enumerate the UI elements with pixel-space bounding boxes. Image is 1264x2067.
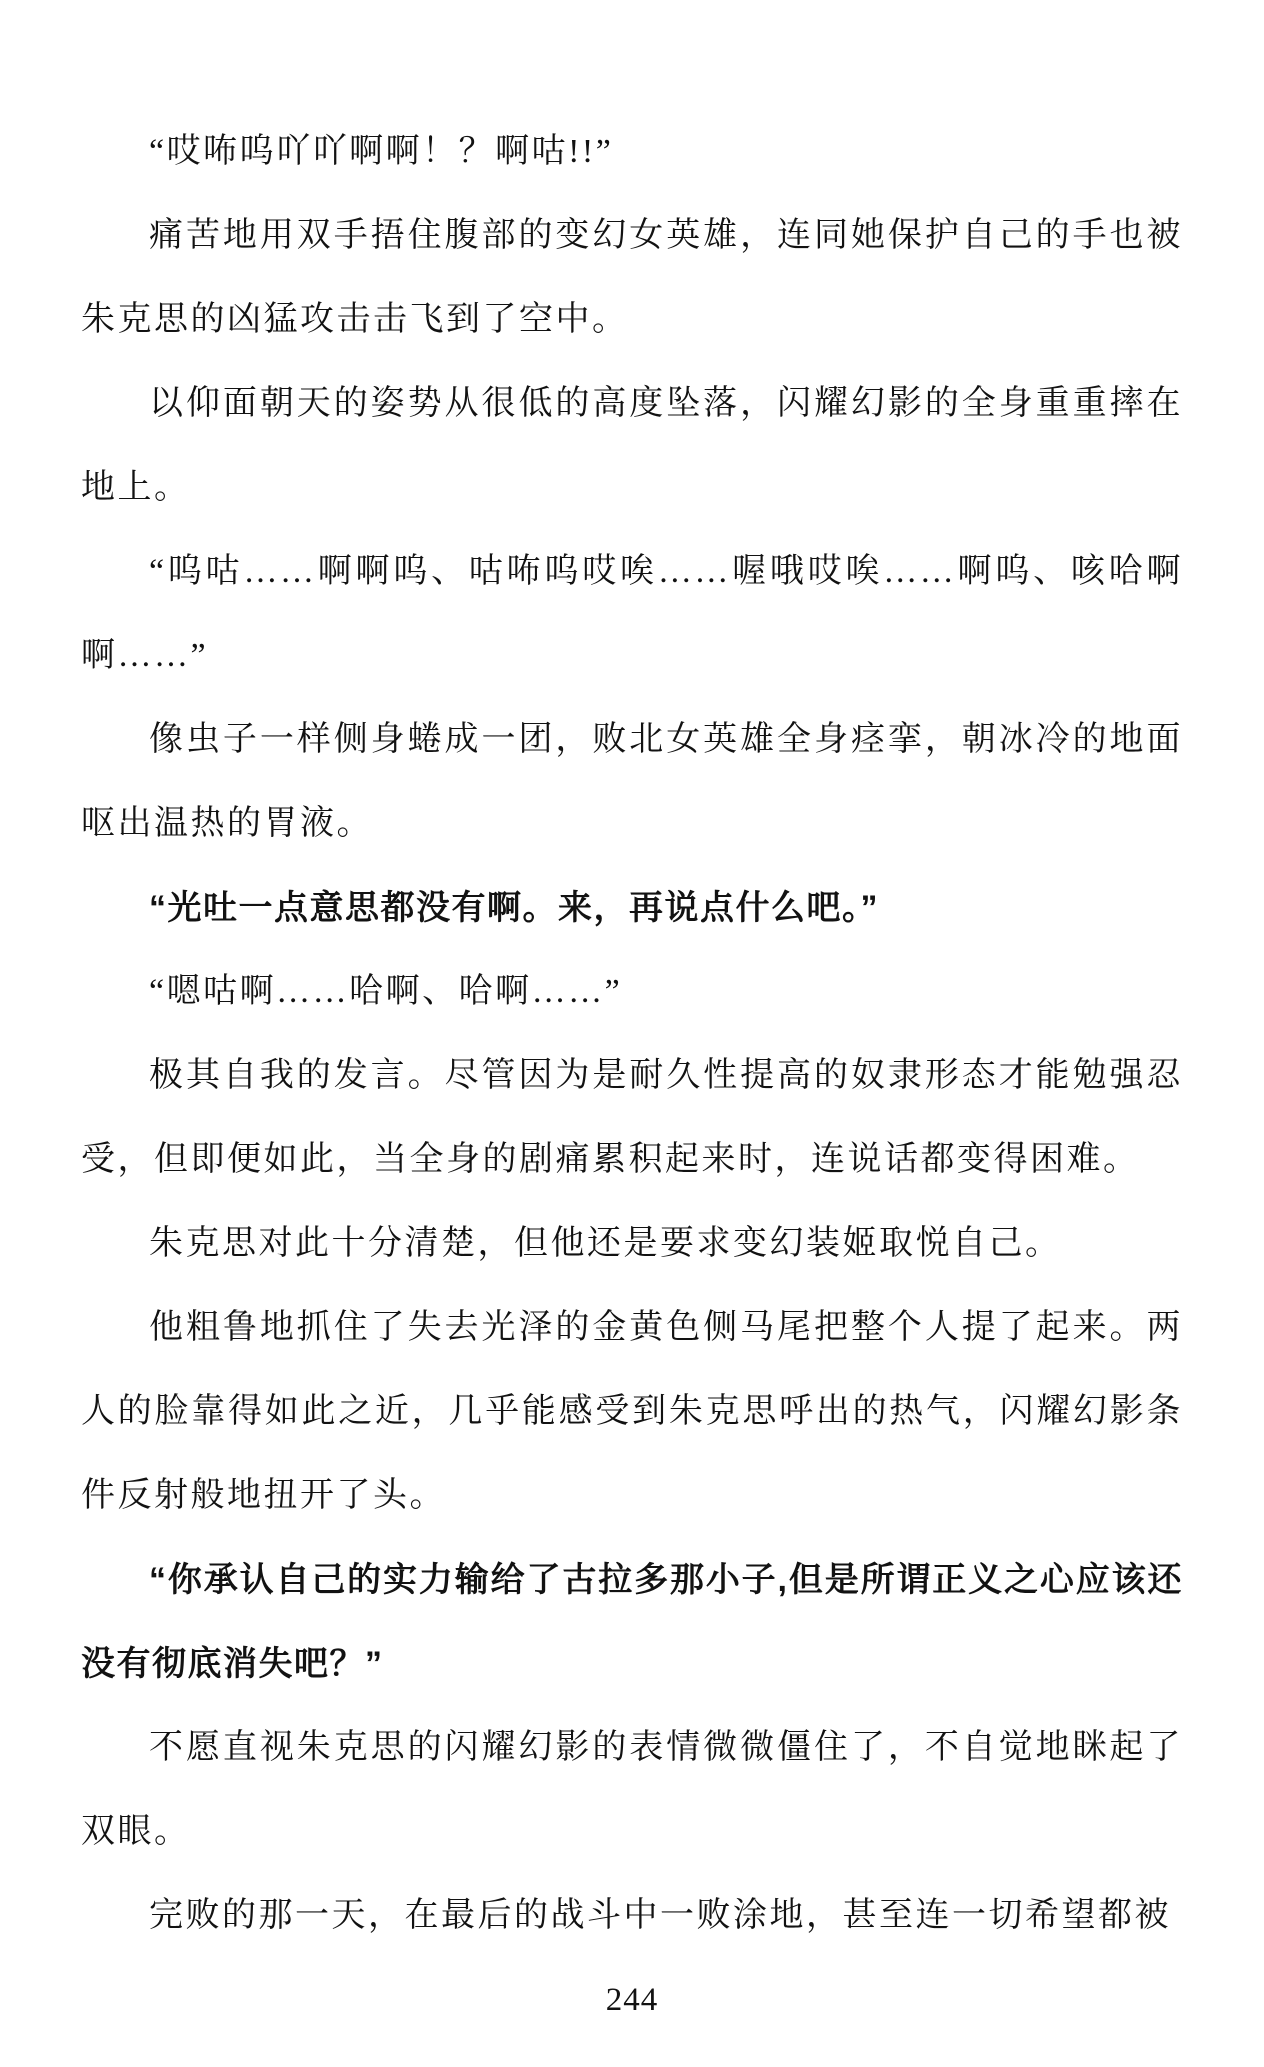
narration-paragraph: 痛苦地用双手捂住腹部的变幻女英雄，连同她保护自己的手也被朱克思的凶猛攻击击飞到了空中。 xyxy=(81,217,1183,338)
dialogue-paragraph: “哎咘呜吖吖啊啊！？啊咕!!” xyxy=(149,133,614,170)
narration-paragraph: 他粗鲁地抓住了失去光泽的金黄色侧马尾把整个人提了起来。两人的脸靠得如此之近，几乎能感受到朱克思呼出的热气，闪耀幻影条件反射般地扭开了头。 xyxy=(81,1309,1183,1514)
narration-paragraph: 像虫子一样侧身蜷成一团，败北女英雄全身痉挛，朝冰冷的地面呕出温热的胃液。 xyxy=(81,721,1183,842)
narration-paragraph: 不愿直视朱克思的闪耀幻影的表情微微僵住了，不自觉地眯起了双眼。 xyxy=(81,1729,1183,1850)
dialogue-paragraph: “光吐一点意思都没有啊。来，再说点什么吧。” xyxy=(149,889,879,927)
narration-paragraph: 极其自我的发言。尽管因为是耐久性提高的奴隶形态才能勉强忍受，但即便如此，当全身的剧痛累积起来时，连说话都变得困难。 xyxy=(81,1057,1183,1178)
narration-paragraph: 完败的那一天，在最后的战斗中一败涂地，甚至连一切希望都被 xyxy=(149,1897,1171,1934)
page-body xyxy=(81,110,1183,1958)
dialogue-paragraph: “你承认自己的实力输给了古拉多那小子,但是所谓正义之心应该还没有彻底消失吧？” xyxy=(81,1561,1183,1683)
page-number: 244 xyxy=(605,1982,659,2018)
dialogue-paragraph: “嗯咕啊……哈啊、哈啊……” xyxy=(149,973,623,1010)
narration-paragraph: 以仰面朝天的姿势从很低的高度坠落，闪耀幻影的全身重重摔在地上。 xyxy=(81,385,1183,506)
dialogue-paragraph: “呜咕……啊啊呜、咕咘呜哎唉……喔哦哎唉……啊呜、咳哈啊啊……” xyxy=(81,553,1183,674)
narration-paragraph: 朱克思对此十分清楚，但他还是要求变幻装姬取悦自己。 xyxy=(149,1225,1062,1262)
